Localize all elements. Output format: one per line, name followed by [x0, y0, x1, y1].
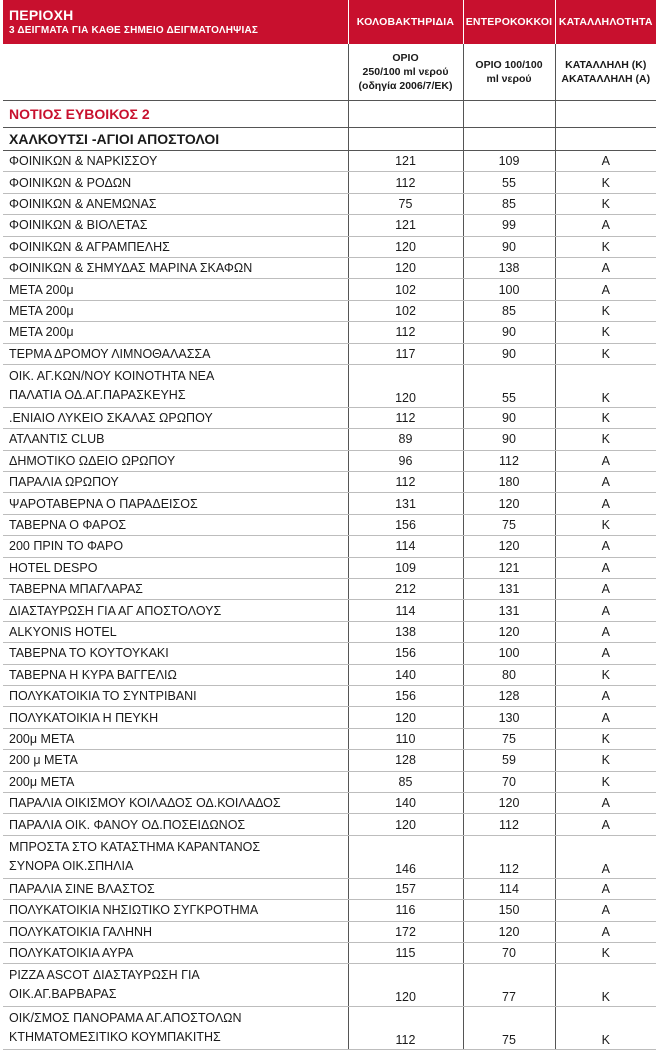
location-name: ΔΗΜΟΤΙΚΟ ΩΔΕΙΟ ΩΡΩΠΟΥ: [3, 450, 348, 471]
location-name: ΤΑΒΕΡΝΑ Ο ΦΑΡΟΣ: [3, 514, 348, 535]
table-row: [3, 193, 656, 214]
coliform-value: 138: [348, 621, 463, 642]
location-name: ΟΙΚ. ΑΓ.ΚΩΝ/ΝΟΥ ΚΟΙΝΟΤΗΤΑ ΝΕΑ ΠΑΛΑΤΙΑ ΟΔ.ΑΓ.ΠΑΡΑΣΚΕΥΗΣ: [3, 364, 348, 407]
suitability-value: Κ: [555, 172, 656, 193]
enterococci-value: 75: [463, 1007, 555, 1050]
region-header: [3, 0, 348, 44]
coliform-value: 89: [348, 429, 463, 450]
table-row: [3, 685, 656, 706]
location-name: ΠΟΛΥΚΑΤΟΙΚΙΑ ΝΗΣΙΩΤΙΚΟ ΣΥΓΚΡΟΤΗΜΑ: [3, 900, 348, 921]
suitability-value: Α: [555, 921, 656, 942]
location-name: 200μ ΜΕΤΑ: [3, 728, 348, 749]
enterococci-value: 131: [463, 579, 555, 600]
suitability-value: Α: [555, 536, 656, 557]
enterococci-value: 70: [463, 771, 555, 792]
coliform-limit: ΟΡΙΟ 250/100 ml νερού (οδηγία 2006/7/ΕΚ): [348, 44, 463, 101]
coliform-value: 102: [348, 300, 463, 321]
suitability-value: Α: [555, 279, 656, 300]
suitability-value: Κ: [555, 664, 656, 685]
location-name: ΠΟΛΥΚΑΤΟΙΚΙΑ ΤΟ ΣΥΝΤΡΙΒΑΝΙ: [3, 685, 348, 706]
enterococci-limit: ΟΡΙΟ 100/100 ml νερού: [463, 44, 555, 101]
table-row: [3, 279, 656, 300]
suitability-value: Α: [555, 493, 656, 514]
location-name: ΦΟΙΝΙΚΩΝ & ΝΑΡΚΙΣΣΟΥ: [3, 151, 348, 172]
table-row: [3, 322, 656, 343]
table-row: [3, 643, 656, 664]
enterococci-value: 59: [463, 750, 555, 771]
table-row: [3, 878, 656, 899]
coliform-value: 120: [348, 707, 463, 728]
enterococci-value: 55: [463, 364, 555, 407]
table-row: [3, 921, 656, 942]
location-name: PIZZA ASCOT ΔΙΑΣΤΑΥΡΩΣΗ ΓΙΑ ΟΙΚ.ΑΓ.ΒΑΡΒΑΡΑΣ: [3, 964, 348, 1007]
enterococci-value: 138: [463, 257, 555, 278]
suitability-value: Α: [555, 472, 656, 493]
coliform-value: 115: [348, 942, 463, 963]
suitability-value: Κ: [555, 193, 656, 214]
enterococci-value: 77: [463, 964, 555, 1007]
location-name: ΤΑΒΕΡΝΑ ΜΠΑΓΛΑΡΑΣ: [3, 579, 348, 600]
suitability-value: Κ: [555, 322, 656, 343]
enterococci-value: 121: [463, 557, 555, 578]
table-row: [3, 1007, 656, 1050]
suitability-value: Κ: [555, 1007, 656, 1050]
coliform-value: 114: [348, 536, 463, 557]
suitability-value: Α: [555, 557, 656, 578]
site-title: ΧΑΛΚΟΥΤΣΙ -ΑΓΙΟΙ ΑΠΟΣΤΟΛΟΙ: [3, 128, 348, 151]
enterococci-value: 112: [463, 450, 555, 471]
location-name: ΔΙΑΣΤΑΥΡΩΣΗ ΓΙΑ ΑΓ ΑΠΟΣΤΟΛΟΥΣ: [3, 600, 348, 621]
coliform-value: 172: [348, 921, 463, 942]
table-row: [3, 151, 656, 172]
location-name: ΦΟΙΝΙΚΩΝ & ΒΙΟΛΕΤΑΣ: [3, 215, 348, 236]
coliform-value: 128: [348, 750, 463, 771]
enterococci-value: 80: [463, 664, 555, 685]
limits-blank: [3, 44, 348, 101]
table-row: [3, 621, 656, 642]
limits-row: [3, 44, 656, 101]
coliform-value: 109: [348, 557, 463, 578]
coliform-value: 120: [348, 257, 463, 278]
table-row: [3, 493, 656, 514]
coliform-value: 157: [348, 878, 463, 899]
suitability-value: Κ: [555, 942, 656, 963]
location-name: ΠΑΡΑΛΙΑ ΟΙΚ. ΦΑΝΟΥ ΟΔ.ΠΟΣΕΙΔΩΝΟΣ: [3, 814, 348, 835]
table-row: [3, 407, 656, 428]
table-row: [3, 600, 656, 621]
suitability-value: Κ: [555, 407, 656, 428]
suitability-value: Α: [555, 621, 656, 642]
suitability-value: Κ: [555, 728, 656, 749]
location-name: ΦΟΙΝΙΚΩΝ & ΣΗΜΥΔΑΣ ΜΑΡΙΝΑ ΣΚΑΦΩΝ: [3, 257, 348, 278]
coliform-value: 116: [348, 900, 463, 921]
enterococci-value: 55: [463, 172, 555, 193]
table-row: [3, 814, 656, 835]
table-row: [3, 257, 656, 278]
coliform-value: 120: [348, 364, 463, 407]
table-row: [3, 450, 656, 471]
location-name: ΤΑΒΕΡΝΑ ΤΟ ΚΟΥΤΟΥΚΑΚΙ: [3, 643, 348, 664]
suitability-value: Κ: [555, 771, 656, 792]
coliform-header: ΚΟΛΟΒΑΚΤΗΡΙΔΙΑ: [348, 0, 463, 44]
location-name: ΦΟΙΝΙΚΩΝ & ΑΝΕΜΩΝΑΣ: [3, 193, 348, 214]
enterococci-value: 85: [463, 193, 555, 214]
location-name: ΑΤΛΑΝΤΙΣ CLUB: [3, 429, 348, 450]
table-row: [3, 429, 656, 450]
enterococci-value: 90: [463, 322, 555, 343]
enterococci-value: 100: [463, 279, 555, 300]
coliform-value: 140: [348, 792, 463, 813]
suitability-value: Κ: [555, 964, 656, 1007]
enterococci-value: 99: [463, 215, 555, 236]
enterococci-value: 75: [463, 728, 555, 749]
enterococci-value: 85: [463, 300, 555, 321]
suitability-legend: ΚΑΤΑΛΛΗΛΗ (Κ) ΑΚΑΤΑΛΛΗΛΗ (Α): [555, 44, 656, 101]
table-row: [3, 536, 656, 557]
location-name: ΠΑΡΑΛΙΑ ΩΡΩΠΟΥ: [3, 472, 348, 493]
coliform-value: 156: [348, 514, 463, 535]
table-row: [3, 900, 656, 921]
suitability-value: Α: [555, 215, 656, 236]
location-name: 200 ΠΡΙΝ ΤΟ ΦΑΡΟ: [3, 536, 348, 557]
enterococci-value: 112: [463, 835, 555, 878]
enterococci-value: 112: [463, 814, 555, 835]
table-row: [3, 707, 656, 728]
enterococci-value: 120: [463, 493, 555, 514]
location-name: ΦΟΙΝΙΚΩΝ & ΑΓΡΑΜΠΕΛΗΣ: [3, 236, 348, 257]
enterococci-value: 150: [463, 900, 555, 921]
enterococci-value: 180: [463, 472, 555, 493]
enterococci-value: 90: [463, 343, 555, 364]
location-name: HOTEL DESPO: [3, 557, 348, 578]
location-name: ΠΟΛΥΚΑΤΟΙΚΙΑ ΓΑΛΗΝΗ: [3, 921, 348, 942]
table-row: [3, 472, 656, 493]
enterococci-value: 90: [463, 429, 555, 450]
coliform-value: 112: [348, 1007, 463, 1050]
enterococci-value: 109: [463, 151, 555, 172]
coliform-value: 121: [348, 151, 463, 172]
suitability-value: Α: [555, 814, 656, 835]
coliform-value: 120: [348, 964, 463, 1007]
coliform-value: 112: [348, 472, 463, 493]
enterococci-value: 120: [463, 792, 555, 813]
coliform-value: 120: [348, 814, 463, 835]
coliform-value: 96: [348, 450, 463, 471]
coliform-value: 140: [348, 664, 463, 685]
location-name: ΤΕΡΜΑ ΔΡΟΜΟΥ ΛΙΜΝΟΘΑΛΑΣΣΑ: [3, 343, 348, 364]
location-name: ΠΑΡΑΛΙΑ ΣΙΝΕ ΒΛΑΣΤΟΣ: [3, 878, 348, 899]
suitability-value: Α: [555, 600, 656, 621]
coliform-value: 131: [348, 493, 463, 514]
table-row: [3, 236, 656, 257]
table-row: [3, 750, 656, 771]
table-row: [3, 300, 656, 321]
coliform-value: 112: [348, 407, 463, 428]
water-quality-table: [3, 0, 656, 1050]
region-subtitle: 3 ΔΕΙΓΜΑΤΑ ΓΙΑ ΚΑΘΕ ΣΗΜΕΙΟ ΔΕΙΓΜΑΤΟΛΗΨΙΑΣ: [9, 24, 259, 36]
enterococci-value: 131: [463, 600, 555, 621]
suitability-value: Α: [555, 835, 656, 878]
suitability-value: Α: [555, 792, 656, 813]
suitability-value: Α: [555, 450, 656, 471]
suitability-value: Κ: [555, 300, 656, 321]
suitability-value: Κ: [555, 364, 656, 407]
table-row: [3, 172, 656, 193]
coliform-value: 156: [348, 643, 463, 664]
table-row: [3, 771, 656, 792]
suitability-value: Α: [555, 685, 656, 706]
suitability-value: Α: [555, 151, 656, 172]
enterococci-value: 100: [463, 643, 555, 664]
enterococci-value: 120: [463, 921, 555, 942]
enterococci-value: 128: [463, 685, 555, 706]
enterococci-header: ΕΝΤΕΡΟΚΟΚΚΟΙ: [463, 0, 555, 44]
region-title: ΠΕΡΙΟΧΗ: [9, 6, 74, 23]
enterococci-value: 130: [463, 707, 555, 728]
enterococci-value: 114: [463, 878, 555, 899]
table-row: [3, 792, 656, 813]
table-row: [3, 514, 656, 535]
suitability-value: Κ: [555, 343, 656, 364]
suitability-value: Α: [555, 257, 656, 278]
location-name: ΠΟΛΥΚΑΤΟΙΚΙΑ ΑΥΡΑ: [3, 942, 348, 963]
suitability-value: Κ: [555, 750, 656, 771]
suitability-header: ΚΑΤΑΛΛΗΛΟΤΗΤΑ: [555, 0, 656, 44]
suitability-value: Α: [555, 579, 656, 600]
coliform-value: 120: [348, 236, 463, 257]
coliform-value: 156: [348, 685, 463, 706]
coliform-value: 146: [348, 835, 463, 878]
table-row: [3, 557, 656, 578]
enterococci-value: 90: [463, 407, 555, 428]
section-title: ΝΟΤΙΟΣ ΕΥΒΟΙΚΟΣ 2: [3, 101, 348, 128]
location-name: ΠΑΡΑΛΙΑ ΟΙΚΙΣΜΟΥ ΚΟΙΛΑΔΟΣ ΟΔ.ΚΟΙΛΑΔΟΣ: [3, 792, 348, 813]
table-row: [3, 215, 656, 236]
location-name: ΜΠΡΟΣΤΑ ΣΤΟ ΚΑΤΑΣΤΗΜΑ ΚΑΡΑΝΤΑΝΟΣ ΣΥΝΟΡΑ ΟΙΚ.ΣΠΗΛΙΑ: [3, 835, 348, 878]
table-row: [3, 964, 656, 1007]
enterococci-value: 75: [463, 514, 555, 535]
table-row: [3, 343, 656, 364]
suitability-value: Κ: [555, 429, 656, 450]
enterococci-value: 90: [463, 236, 555, 257]
location-name: .ΕΝΙΑΙΟ ΛΥΚΕΙΟ ΣΚΑΛΑΣ ΩΡΩΠΟΥ: [3, 407, 348, 428]
suitability-value: Κ: [555, 236, 656, 257]
location-name: ALKYONIS HOTEL: [3, 621, 348, 642]
location-name: ΜΕΤΑ 200μ: [3, 300, 348, 321]
location-name: 200μ ΜΕΤΑ: [3, 771, 348, 792]
location-name: ΜΕΤΑ 200μ: [3, 322, 348, 343]
location-name: ΨΑΡΟΤΑΒΕΡΝΑ Ο ΠΑΡΑΔΕΙΣΟΣ: [3, 493, 348, 514]
location-name: ΟΙΚ/ΣΜΟΣ ΠΑΝΟΡΑΜΑ ΑΓ.ΑΠΟΣΤΟΛΩΝ ΚΤΗΜΑΤΟΜΕΣΙΤΙΚΟ ΚΟΥΜΠΑΚΙΤΗΣ: [3, 1007, 348, 1050]
table-row: [3, 728, 656, 749]
header-row: [3, 0, 656, 44]
suitability-value: Κ: [555, 514, 656, 535]
enterococci-value: 70: [463, 942, 555, 963]
coliform-value: 102: [348, 279, 463, 300]
table-row: [3, 579, 656, 600]
coliform-value: 110: [348, 728, 463, 749]
location-name: ΜΕΤΑ 200μ: [3, 279, 348, 300]
location-name: ΠΟΛΥΚΑΤΟΙΚΙΑ Η ΠΕΥΚΗ: [3, 707, 348, 728]
location-name: ΦΟΙΝΙΚΩΝ & ΡΟΔΩΝ: [3, 172, 348, 193]
section-row: [3, 101, 656, 128]
coliform-value: 121: [348, 215, 463, 236]
table-row: [3, 364, 656, 407]
table-row: [3, 835, 656, 878]
coliform-value: 112: [348, 172, 463, 193]
coliform-value: 212: [348, 579, 463, 600]
coliform-value: 117: [348, 343, 463, 364]
location-name: ΤΑΒΕΡΝΑ Η ΚΥΡΑ ΒΑΓΓΕΛΙΩ: [3, 664, 348, 685]
suitability-value: Α: [555, 900, 656, 921]
location-name: 200 μ ΜΕΤΑ: [3, 750, 348, 771]
enterococci-value: 120: [463, 536, 555, 557]
coliform-value: 112: [348, 322, 463, 343]
site-row: [3, 128, 656, 151]
suitability-value: Α: [555, 643, 656, 664]
table-row: [3, 942, 656, 963]
coliform-value: 85: [348, 771, 463, 792]
coliform-value: 114: [348, 600, 463, 621]
table-row: [3, 664, 656, 685]
suitability-value: Α: [555, 707, 656, 728]
coliform-value: 75: [348, 193, 463, 214]
enterococci-value: 120: [463, 621, 555, 642]
suitability-value: Α: [555, 878, 656, 899]
